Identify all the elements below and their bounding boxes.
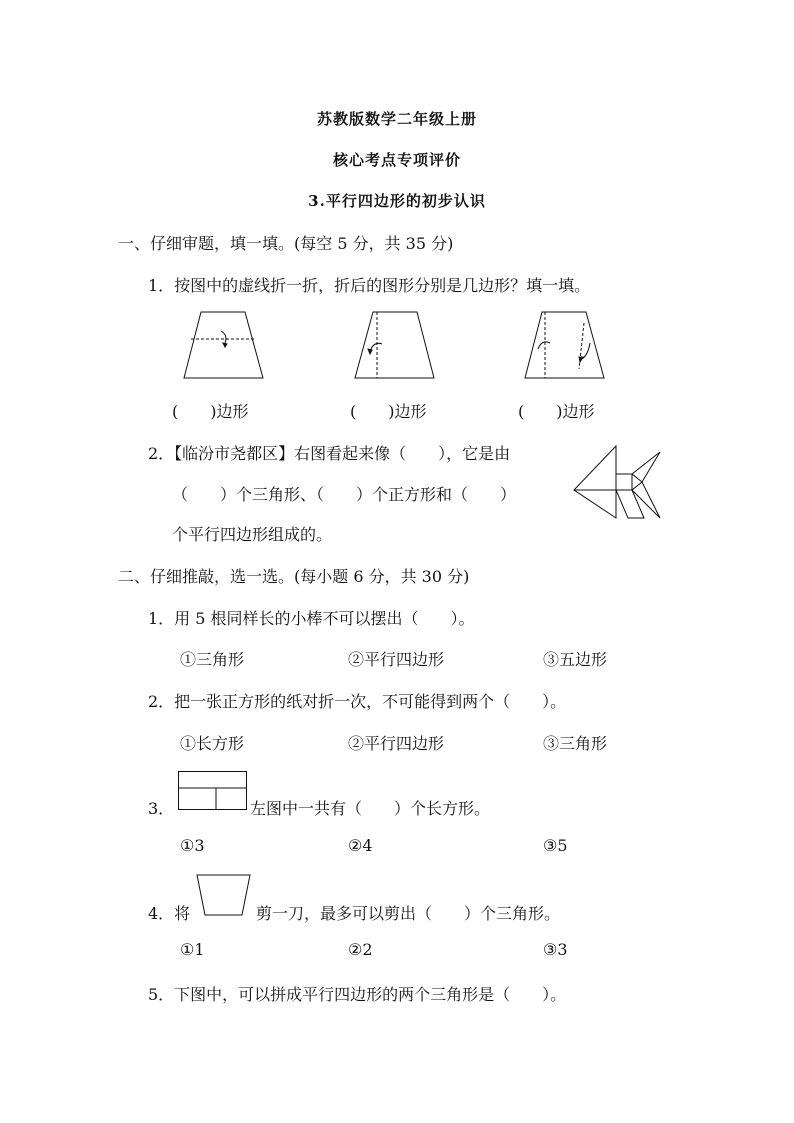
s2-question-3-number: 3． [148, 799, 175, 818]
doc-subtitle: 核心考点专项评价 [332, 151, 461, 169]
s2-question-1: 1．用 5 根同样长的小棒不可以摆出（ ）。 [148, 609, 475, 628]
fold-figure-3 [524, 311, 606, 381]
s2-q4-option-3: ③3 [543, 940, 568, 959]
section2-heading: 二、仔细推敲，选一选。(每小题 6 分，共 30 分) [118, 567, 470, 586]
s2-q2-option-1: ①长方形 [180, 734, 245, 753]
s2-q1-option-2: ②平行四边形 [348, 650, 445, 669]
s1-question-1: 1．按图中的虚线折一折，折后的图形分别是几边形？填一填。 [148, 276, 591, 295]
rectangles-figure [178, 771, 248, 811]
s2-q3-option-2: ②4 [348, 836, 373, 855]
s2-q3-option-3: ③5 [543, 836, 568, 855]
s1-question-2-line1: 2．【临汾市尧都区】右图看起来像（ ），它是由 [148, 444, 511, 463]
s2-q4-option-1: ①1 [180, 940, 205, 959]
tangram-fish-figure [572, 444, 664, 520]
s1-question-2-line3: 个平行四边形组成的。 [172, 525, 333, 544]
s2-q3-option-1: ①3 [180, 836, 205, 855]
s2-question-4: 剪一刀，最多可以剪出（ ）个三角形。 [256, 904, 561, 923]
s1-question-2-line2: （ ）个三角形、（ ）个正方形和（ ） [172, 485, 517, 504]
s2-question-5: 5．下图中，可以拼成平行四边形的两个三角形是（ ）。 [148, 985, 567, 1004]
s2-q1-option-1: ①三角形 [180, 650, 245, 669]
s2-q1-option-3: ③五边形 [543, 650, 608, 669]
s2-question-2: 2．把一张正方形的纸对折一次，不可能得到两个（ ）。 [148, 692, 567, 711]
doc-topic: 3.平行四边形的初步认识 [308, 192, 486, 210]
section1-heading: 一、仔细审题，填一填。(每空 5 分，共 35 分) [118, 234, 454, 253]
doc-title: 苏教版数学二年级上册 [316, 110, 477, 128]
s2-q4-option-2: ②2 [348, 940, 373, 959]
s2-question-4-number: 4．将 [148, 904, 191, 923]
fold-blank-2: ( )边形 [350, 402, 427, 421]
s2-q2-option-3: ③三角形 [543, 734, 608, 753]
fold-figure-2 [354, 311, 436, 381]
fold-blank-3: ( )边形 [518, 402, 595, 421]
trapezoid-figure [196, 874, 252, 918]
fold-blank-1: ( )边形 [172, 402, 249, 421]
s2-q2-option-2: ②平行四边形 [348, 734, 445, 753]
s2-question-3: 左图中一共有（ ）个长方形。 [250, 799, 491, 818]
fold-figure-1 [183, 311, 265, 381]
